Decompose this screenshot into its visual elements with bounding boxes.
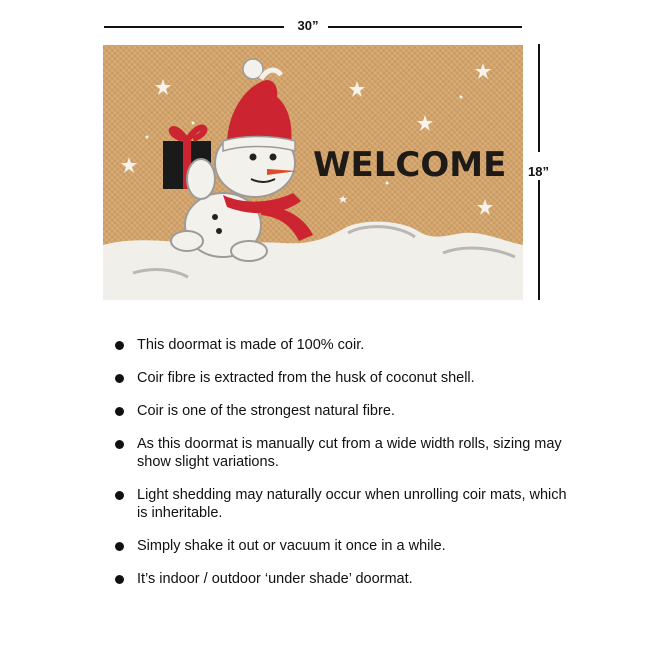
bullet-icon (115, 341, 124, 350)
snowman-foot (231, 241, 267, 261)
snowman-eye (250, 154, 257, 161)
feature-item (113, 402, 573, 420)
bullet-icon (115, 491, 124, 500)
feature-item (113, 369, 573, 387)
feature-list (113, 336, 573, 603)
feature-item (113, 570, 573, 588)
feature-item (113, 336, 573, 354)
star-icon (475, 63, 491, 79)
width-dimension-line-left (104, 26, 284, 28)
gift-bow (172, 128, 205, 141)
feature-text: It’s indoor / outdoor ‘under shade’ doormat. (137, 571, 413, 587)
doormat-image (103, 45, 523, 300)
snowman-arm (187, 159, 215, 199)
snowman-eye (270, 154, 277, 161)
feature-item (113, 435, 573, 471)
snowman-button (216, 228, 222, 234)
snow-dot (146, 136, 149, 139)
bullet-icon (115, 575, 124, 584)
feature-item (113, 537, 573, 555)
height-label: 18” (528, 164, 549, 179)
snowman-hat-tip (261, 70, 281, 79)
feature-text: Light shedding may naturally occur when unrolling coir mats, which is inheritable. (137, 487, 567, 521)
feature-text: Simply shake it out or vacuum it once in a while. (137, 538, 446, 554)
star-icon (121, 157, 137, 173)
snowman-hat (227, 80, 291, 145)
bullet-icon (115, 440, 124, 449)
feature-text: Coir fibre is extracted from the husk of coconut shell. (137, 370, 475, 386)
bullet-icon (115, 407, 124, 416)
width-label: 30” (297, 18, 319, 33)
feature-text: As this doormat is manually cut from a wide width rolls, sizing may show slight variations. (137, 436, 562, 470)
star-icon (339, 195, 347, 203)
snowman-scarf-tail (261, 205, 313, 241)
snowman-button (212, 214, 218, 220)
height-dimension (526, 44, 566, 300)
feature-text: Coir is one of the strongest natural fibre. (137, 403, 395, 419)
snow-dot (192, 122, 195, 125)
snow-dot (460, 96, 463, 99)
star-icon (417, 115, 433, 131)
height-dimension-line-bottom (538, 180, 540, 300)
welcome-text: WELCOME (313, 145, 507, 185)
height-dimension-line-top (538, 44, 540, 152)
snowman (163, 59, 313, 261)
star-icon (477, 199, 493, 215)
feature-item (113, 486, 573, 522)
star-icon (349, 81, 365, 97)
bullet-icon (115, 542, 124, 551)
width-dimension (104, 16, 522, 36)
star-icon (155, 79, 171, 95)
snowman-foot (171, 231, 203, 251)
snow-ground (103, 222, 523, 300)
feature-text: This doormat is made of 100% coir. (137, 337, 365, 353)
width-dimension-line-right (328, 26, 522, 28)
bullet-icon (115, 374, 124, 383)
